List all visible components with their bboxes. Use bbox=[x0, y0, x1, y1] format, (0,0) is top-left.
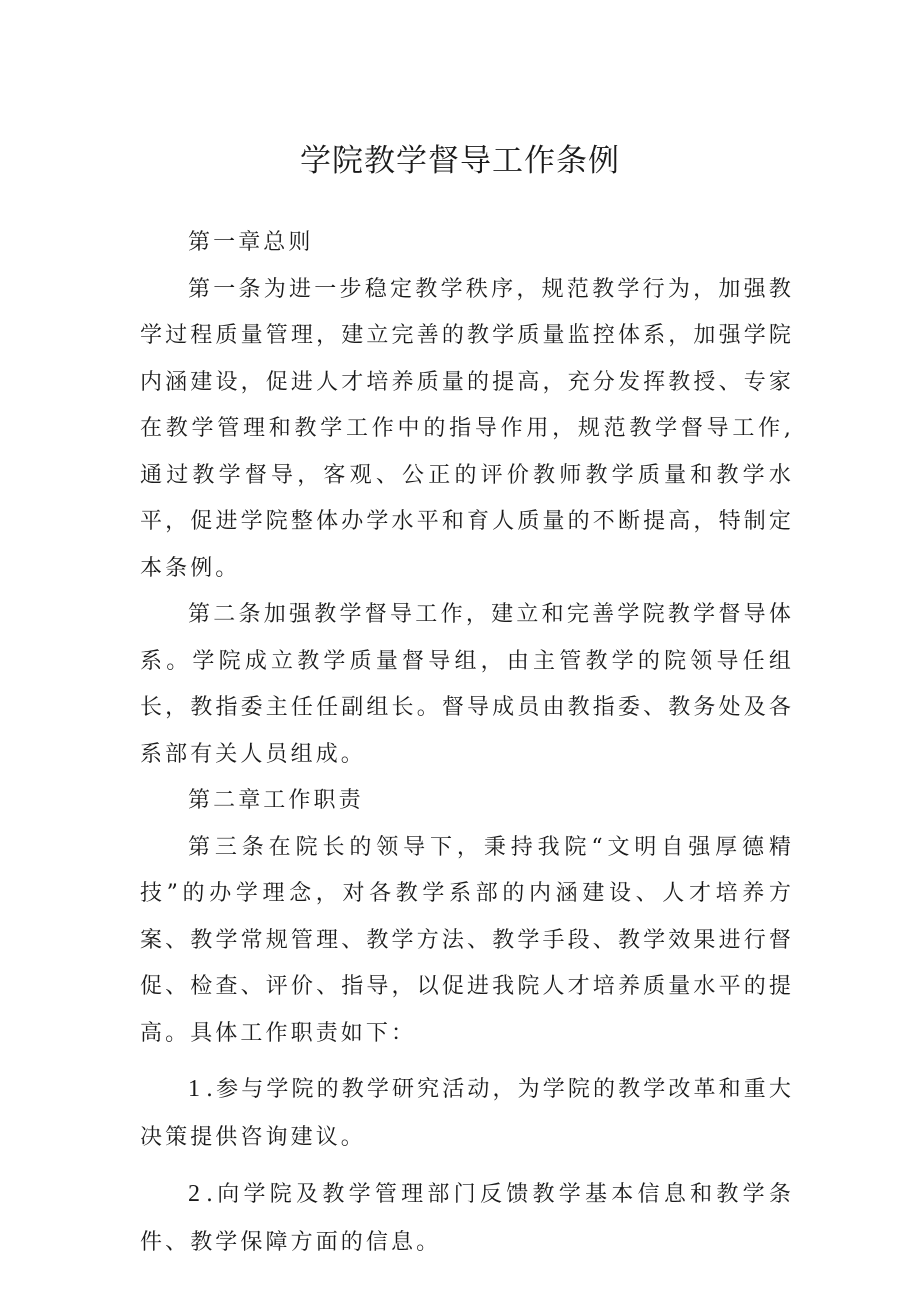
document-body bbox=[140, 220, 794, 1267]
article-paragraph-3: 第三条在院长的领导下，秉持我院“文明自强厚德精技”的办学理念，对各教学系部的内涵建设、人才培养方案、教学常规管理、教学方法、教学手段、教学效果进行督促、检查、评价、指导，以促进我院人才培养质量水平的提高。具体工作职责如下： bbox=[140, 834, 794, 1046]
article-paragraph-2: 第二条加强教学督导工作，建立和完善学院教学督导体系。学院成立教学质量督导组，由主管教学的院领导任组长，教指委主任任副组长。督导成员由教指委、教务处及各系部有关人员组成。 bbox=[140, 602, 794, 767]
list-item bbox=[140, 1065, 794, 1162]
list-item-number: 2 bbox=[188, 1181, 200, 1207]
chapter-heading-1: 第一章总则 bbox=[188, 230, 314, 255]
article-paragraph-1: 第一条为进一步稳定教学秩序，规范教学行为，加强教学过程质量管理，建立完善的教学质量监控体系，加强学院内涵建设，促进人才培养质量的提高，充分发挥教授、专家在教学管理和教学工作中的指导作用，规范教学督导工作,通过教学督导，客观、公正的评价教师教学质量和教学水平，促进学院整体办学水平和育人质量的不断提高，特制定本条例。 bbox=[140, 276, 794, 581]
list-item bbox=[140, 1170, 794, 1267]
chapter-heading-2: 第二章工作职责 bbox=[188, 788, 364, 813]
list-item-number: 1 bbox=[188, 1076, 200, 1102]
list-item-text: .参与学院的教学研究活动，为学院的教学改革和重大决策提供咨询建议。 bbox=[140, 1077, 794, 1150]
document-title: 学院教学督导工作条例 bbox=[300, 143, 620, 179]
list-item-text: .向学院及教学管理部门反馈教学基本信息和教学条件、教学保障方面的信息。 bbox=[140, 1182, 794, 1255]
